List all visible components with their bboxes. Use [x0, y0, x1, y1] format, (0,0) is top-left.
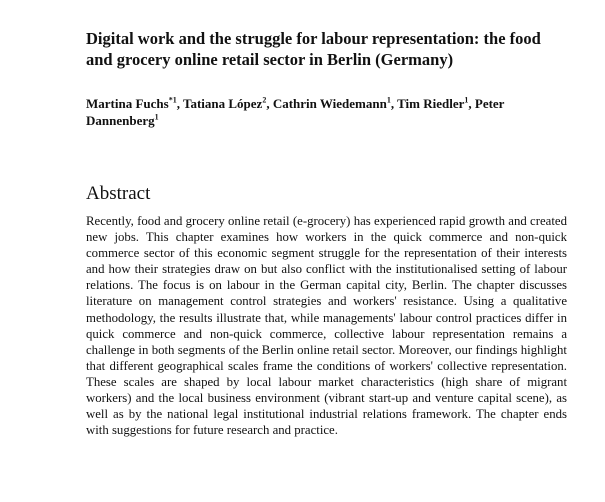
author-affiliation-mark: 1	[386, 95, 391, 105]
author-affiliation-mark: 1	[154, 112, 159, 122]
author-name: Tatiana López	[182, 96, 263, 111]
author-affiliation-mark: 2	[262, 95, 267, 105]
author-name: Martina Fuchs	[86, 96, 169, 111]
paper-title: Digital work and the struggle for labour representation: the food and grocery online retail sector in Berlin (Germany)	[86, 29, 541, 69]
author-separator: ,	[266, 96, 273, 111]
author-name: Cathrin Wiedemann	[272, 96, 387, 111]
author-name: Peter Dannenberg	[86, 96, 505, 128]
abstract-text: Recently, food and grocery online retail (e-grocery) has experienced rapid growth and created new jobs. This chapter examines how workers in the quick commerce and non-quick commerce sector of this economic segment struggle for the representation of their interests and how their strategies draw on but also conflict with the institutionalised setting of labour relations. The focus is on labour in the German capital city, Berlin. The chapter discusses literature on management control strategies and workers' resistance. Using a qualitative methodology, the results illustrate that, while managements' labour control practices differ in quick commerce and non-quick commerce, collective labour representation remains a challenge in both segments of the Berlin online retail sector. Moreover, our findings highlight that different geographical scales frame the conditions of workers' collective representation. These scales are shaped by local labour market characteristics (high share of migrant workers) and the local business environment (vibrant start-up and venture capital scene), as well as by the national legal institutional industrial relations framework. The chapter ends with suggestions for future research and practice.	[86, 214, 567, 438]
author-separator: ,	[468, 96, 475, 111]
author-list	[86, 95, 566, 129]
author-affiliation-mark: *1	[168, 95, 177, 105]
author-separator: ,	[390, 96, 398, 111]
author-name: Tim Riedler	[397, 96, 465, 111]
author-separator: ,	[176, 96, 183, 111]
abstract-heading: Abstract	[86, 183, 151, 204]
author-affiliation-mark: 1	[464, 95, 469, 105]
